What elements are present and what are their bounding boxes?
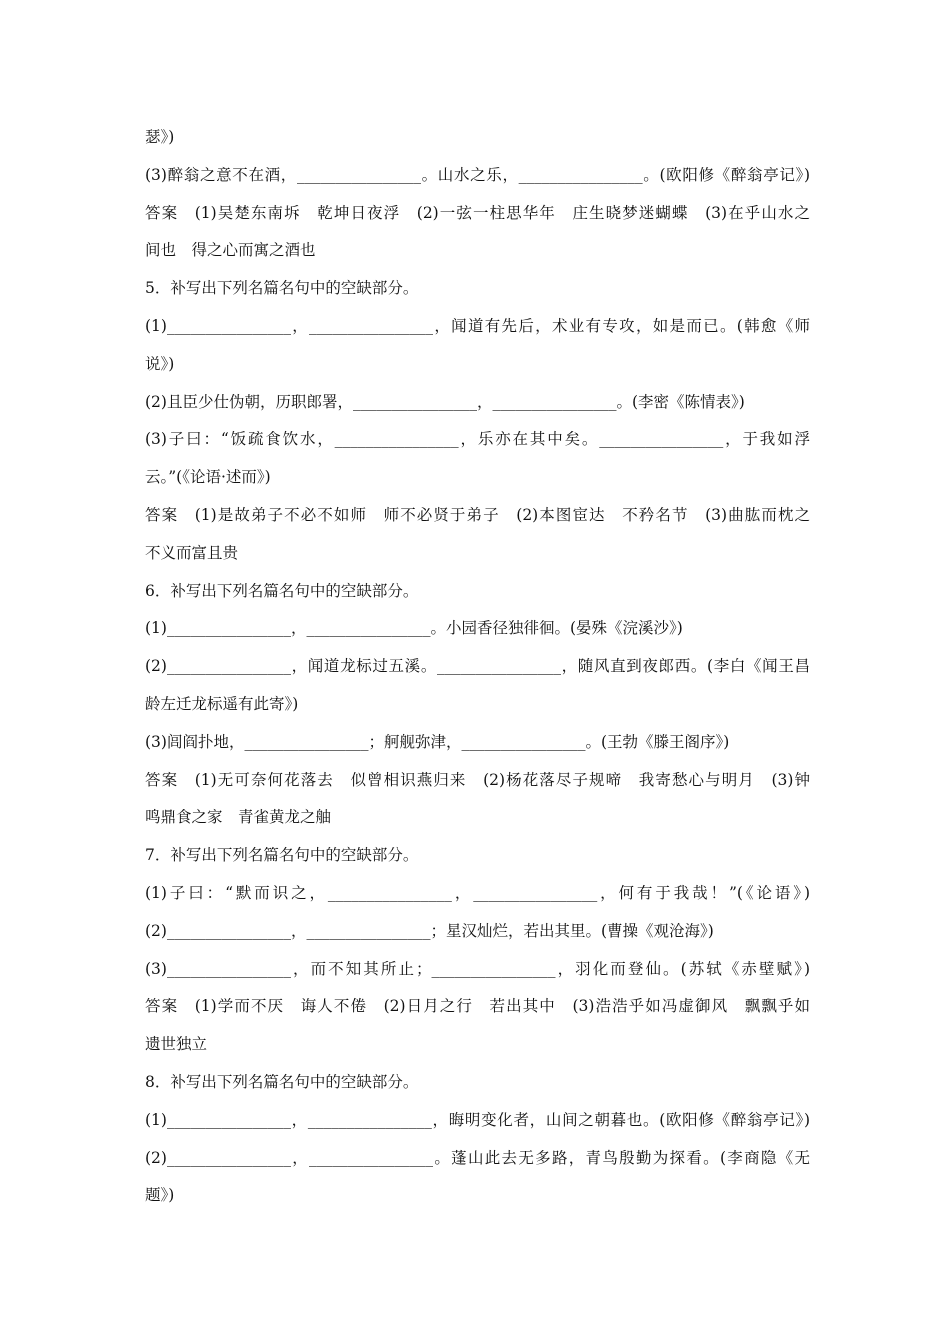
answer-line: 答案 (1)无可奈何花落去 似曾相识燕归来 (2)杨花落尽子规啼 我寄愁心与明月 (3)钟	[145, 770, 810, 789]
question-heading: 6．补写出下列名篇名句中的空缺部分。	[145, 581, 419, 600]
question-line: (1)子曰：“默而识之，________________，________________，何有于我哉！”(《论语》)	[145, 883, 810, 902]
answer-line: 不义而富且贵	[145, 543, 239, 562]
answer-line: 间也 得之心而寓之酒也	[145, 241, 316, 260]
question-line: (1)________________，________________，晦明变化者，山间之朝暮也。(欧阳修《醉翁亭记》)	[145, 1110, 810, 1129]
question-line: (1)________________，________________。小园香径独徘徊。(晏殊《浣溪沙》)	[145, 619, 683, 638]
question-heading: 7．补写出下列名篇名句中的空缺部分。	[145, 846, 419, 865]
answer-line: 答案 (1)吴楚东南坼 乾坤日夜浮 (2)一弦一柱思华年 庄生晓梦迷蝴蝶 (3)在乎山水之	[145, 203, 810, 222]
answer-line: 遗世独立	[145, 1035, 208, 1054]
question-line: (2)________________，________________；星汉灿烂，若出其里。(曹操《观沧海》)	[145, 921, 714, 940]
question-line: (2)________________，________________。蓬山此去无多路，青鸟殷勤为探看。(李商隐《无	[145, 1148, 810, 1167]
question-line: (2)________________，闻道龙标过五溪。________________，随风直到夜郎西。(李白《闻王昌	[145, 657, 810, 676]
answer-line: 答案 (1)学而不厌 诲人不倦 (2)日月之行 若出其中 (3)浩浩乎如冯虚御风 飘飘乎如	[145, 997, 810, 1016]
question-heading: 8．补写出下列名篇名句中的空缺部分。	[145, 1072, 419, 1091]
document-body	[145, 119, 810, 1215]
text-line: 龄左迁龙标遥有此寄》)	[145, 694, 299, 713]
text-line: 说》)	[145, 354, 175, 373]
question-heading: 5．补写出下列名篇名句中的空缺部分。	[145, 279, 419, 298]
question-line: (3)醉翁之意不在酒，________________。山水之乐，________________。(欧阳修《醉翁亭记》)	[145, 165, 810, 184]
question-line: (1)________________，________________，闻道有先后，术业有专攻，如是而已。(韩愈《师	[145, 316, 810, 335]
text-line: 云。”(《论语·述而》)	[145, 468, 271, 487]
question-line: (3)闾阎扑地，________________；舸舰弥津，________________。(王勃《滕王阁序》)	[145, 732, 730, 751]
text-line: 题》)	[145, 1186, 175, 1205]
answer-line: 鸣鼎食之家 青雀黄龙之舳	[145, 808, 332, 827]
text-line: 瑟》)	[145, 128, 175, 146]
answer-line: 答案 (1)是故弟子不必不如师 师不必贤于弟子 (2)本图宦达 不矜名节 (3)曲肱而枕之	[145, 505, 810, 524]
question-line: (3)子曰：“饭疏食饮水，________________，乐亦在其中矣。________________，于我如浮	[145, 430, 810, 449]
question-line: (3)________________，而不知其所止；________________，羽化而登仙。(苏轼《赤壁赋》)	[145, 959, 810, 978]
question-line: (2)且臣少仕伪朝，历职郎署，________________，________________。(李密《陈情表》)	[145, 392, 745, 411]
